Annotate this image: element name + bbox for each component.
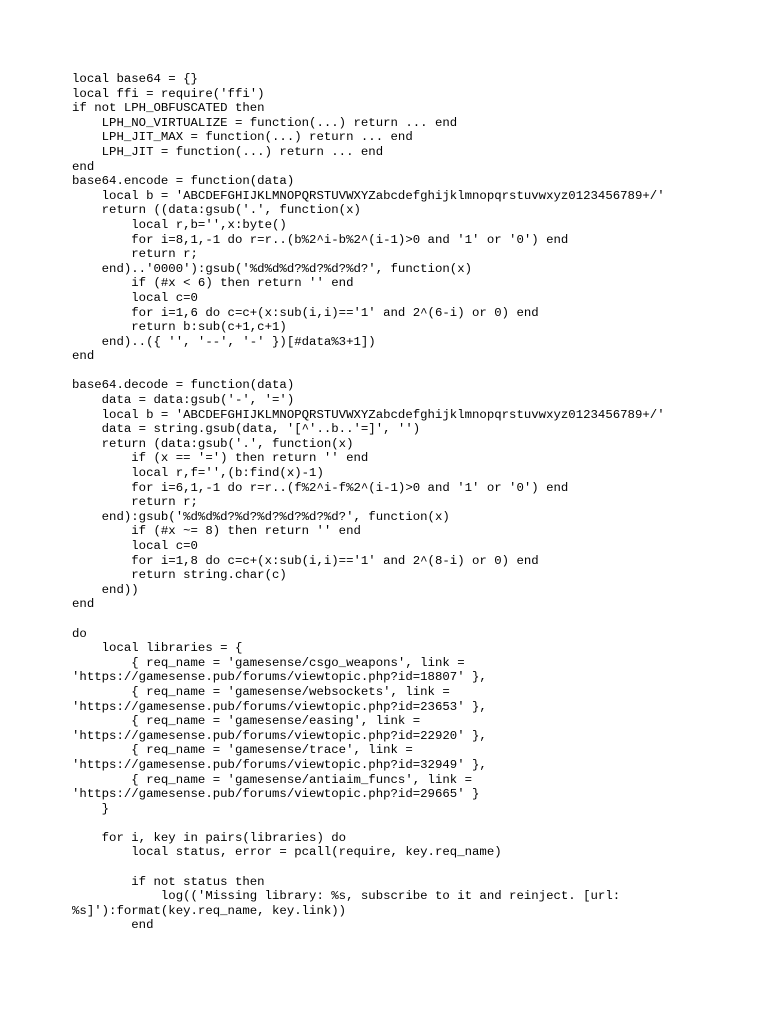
code-line: log(('Missing library: %s, subscribe to it and reinject. [url: [72,889,621,904]
code-line: local r,b='',x:byte() [72,217,287,232]
code-line: if not LPH_OBFUSCATED then [72,101,265,116]
code-line: } [72,801,110,816]
code-line: for i=1,8 do c=c+(x:sub(i,i)=='1' and 2^(8-i) or 0) end [72,553,539,568]
code-line: end [72,918,154,933]
code-listing [72,72,692,933]
code-line: if not status then [72,874,265,889]
code-line: for i, key in pairs(libraries) do [72,830,347,845]
code-line: { req_name = 'gamesense/websockets', link = [72,684,450,699]
code-line: 'https://gamesense.pub/forums/viewtopic.php?id=32949' }, [72,757,487,772]
code-line: if (#x ~= 8) then return '' end [72,524,361,539]
code-line: local c=0 [72,539,198,553]
code-line: local r,f='',(b:find(x)-1) [72,466,324,481]
code-line: local b = 'ABCDEFGHIJKLMNOPQRSTUVWXYZabcdefghijklmnopqrstuvwxyz0123456789+/' [72,188,665,203]
code-line: data = string.gsub(data, '[^'..b..'=]', '') [72,422,421,437]
code-line: local libraries = { [72,641,243,656]
code-line: { req_name = 'gamesense/antiaim_funcs', link = [72,772,473,787]
code-line: local c=0 [72,290,198,305]
code-line [72,364,692,379]
code-line: LPH_JIT = function(...) return ... end [72,144,384,159]
code-line: LPH_NO_VIRTUALIZE = function(...) return ... end [72,115,458,130]
code-line: { req_name = 'gamesense/easing', link = [72,714,421,729]
code-line: local base64 = {} [72,72,198,86]
code-line [72,816,692,831]
code-line: %s]'):format(key.req_name, key.link)) [72,903,347,918]
code-line: return b:sub(c+1,c+1) [72,320,287,335]
code-line: LPH_JIT_MAX = function(...) return ... end [72,130,413,145]
code-line: local ffi = require('ffi') [72,86,265,101]
code-line: local b = 'ABCDEFGHIJKLMNOPQRSTUVWXYZabcdefghijklmnopqrstuvwxyz0123456789+/' [72,407,665,422]
code-line: for i=8,1,-1 do r=r..(b%2^i-b%2^(i-1)>0 and '1' or '0') end [72,232,569,247]
code-line: for i=6,1,-1 do r=r..(f%2^i-f%2^(i-1)>0 and '1' or '0') end [72,480,569,495]
code-line: end [72,597,95,612]
code-line: end [72,159,95,174]
code-line: data = data:gsub('-', '=') [72,393,295,408]
code-line: end [72,349,95,364]
code-line: { req_name = 'gamesense/csgo_weapons', link = [72,655,465,670]
code-line: end)..({ '', '--', '-' })[#data%3+1]) [72,334,376,349]
code-line: if (#x < 6) then return '' end [72,276,354,291]
code-line: return r; [72,495,198,510]
code-line: return string.char(c) [72,568,287,583]
code-line: base64.encode = function(data) [72,174,295,189]
code-line: do [72,626,87,641]
code-line: return (data:gsub('.', function(x) [72,436,354,451]
code-line: local status, error = pcall(require, key.req_name) [72,845,502,860]
code-line [72,612,692,627]
code-line: 'https://gamesense.pub/forums/viewtopic.php?id=23653' }, [72,699,487,714]
code-line: { req_name = 'gamesense/trace', link = [72,743,413,758]
code-line: end)..'0000'):gsub('%d%d%d?%d?%d?%d?', function(x) [72,261,473,276]
code-line: 'https://gamesense.pub/forums/viewtopic.php?id=18807' }, [72,670,487,685]
code-line: 'https://gamesense.pub/forums/viewtopic.php?id=29665' } [72,787,480,802]
code-line: base64.decode = function(data) [72,378,295,393]
code-line: end)) [72,582,139,597]
code-line: 'https://gamesense.pub/forums/viewtopic.php?id=22920' }, [72,728,487,743]
code-line: if (x == '=') then return '' end [72,451,369,466]
code-line: return r; [72,247,198,262]
code-line: return ((data:gsub('.', function(x) [72,203,361,218]
code-line: end):gsub('%d%d%d?%d?%d?%d?%d?%d?', function(x) [72,509,450,524]
code-line [72,860,692,875]
code-line: for i=1,6 do c=c+(x:sub(i,i)=='1' and 2^(6-i) or 0) end [72,305,539,320]
